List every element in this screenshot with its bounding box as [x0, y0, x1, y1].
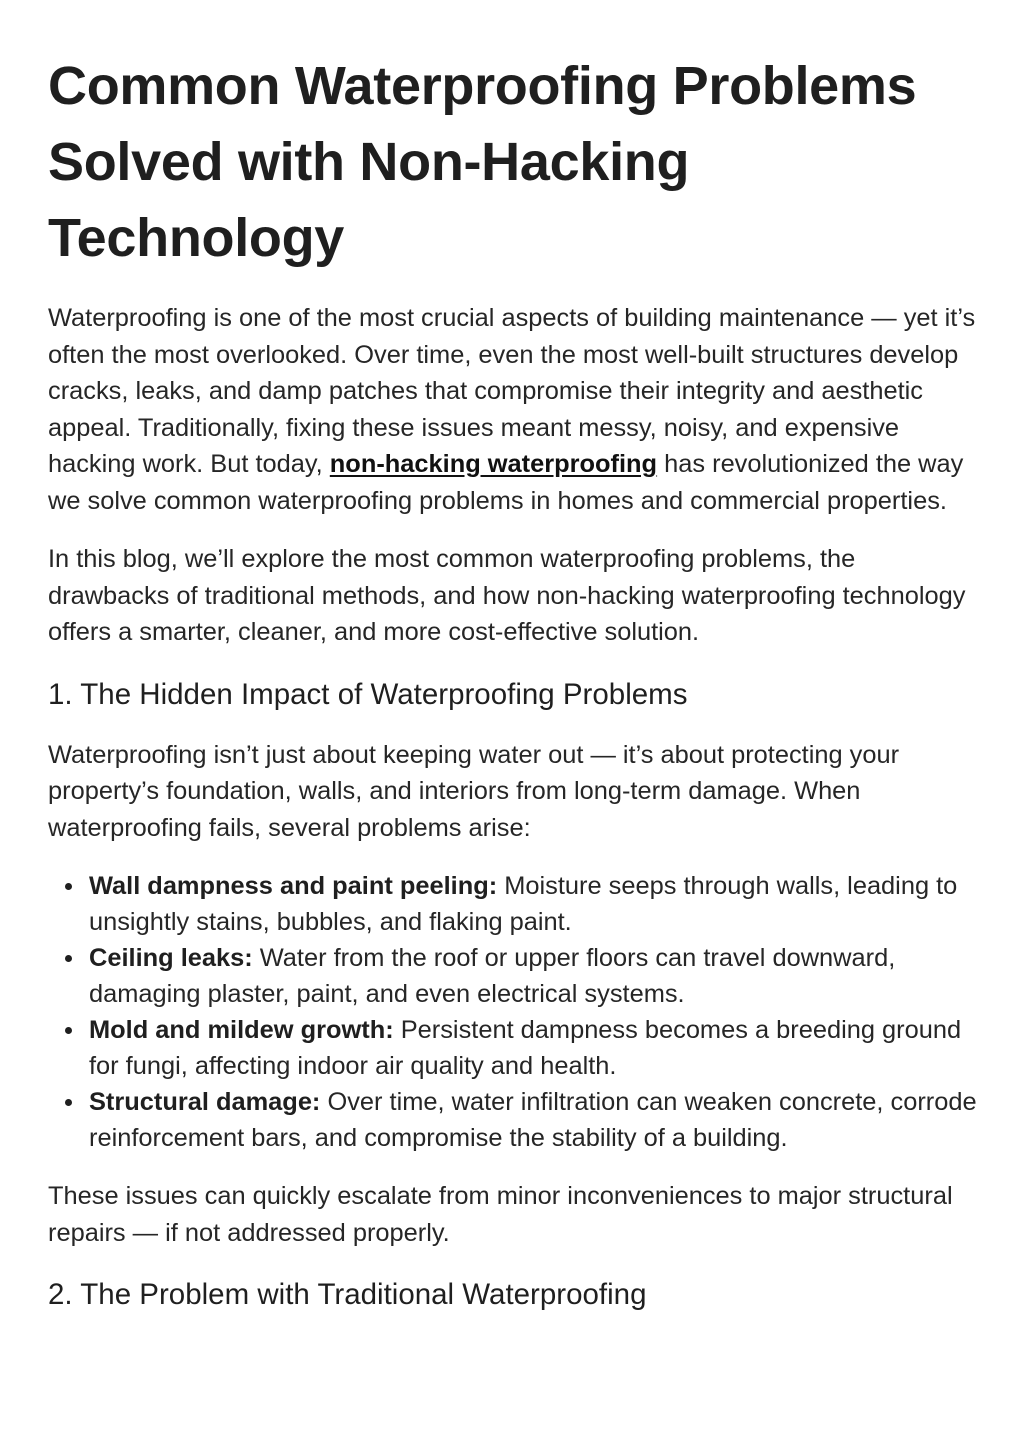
- list-item-text: Moisture seeps through walls, leading to unsightly stains, bubbles, and flaking paint.: [89, 872, 958, 936]
- section-1-heading: 1. The Hidden Impact of Waterproofing Problems: [48, 677, 688, 711]
- blog-overview-paragraph: In this blog, we’ll explore the most common waterproofing problems, the drawbacks of traditional methods, and how non-hacking waterproofing technology offers a smarter, cleaner, and more cost-effective solution.: [48, 545, 966, 646]
- bullet-icon: [65, 955, 72, 962]
- section-1-closing-paragraph: These issues can quickly escalate from minor inconveniences to major structural repairs — if not addressed properly.: [48, 1182, 953, 1247]
- list-item-term: Mold and mildew growth:: [89, 1016, 394, 1044]
- problems-list: [48, 868, 978, 1156]
- list-item: [89, 1084, 978, 1156]
- intro-text-after-link: has revolutionized the way we solve common waterproofing problems in homes and commercial properties.: [48, 450, 964, 515]
- section-2-heading: 2. The Problem with Traditional Waterproofing: [48, 1278, 647, 1311]
- article: [48, 48, 978, 1315]
- bullet-icon: [65, 883, 72, 890]
- list-item-text: Over time, water infiltration can weaken concrete, corrode reinforcement bars, and compromise the stability of a building.: [89, 1088, 977, 1152]
- intro-text-before-link: Waterproofing is one of the most crucial aspects of building maintenance — yet it’s often the most overlooked. Over time, even the most well-built structures develop cracks, leaks, and damp patches that compromise their integrity and aesthetic appeal. Traditionally, fixing these issues meant messy, noisy, and expensive hacking work. But today,: [48, 304, 976, 478]
- intro-paragraph: [48, 300, 978, 519]
- bullet-icon: [65, 1027, 72, 1034]
- list-item-term: Structural damage:: [89, 1088, 321, 1116]
- list-item: [89, 1012, 978, 1084]
- bullet-icon: [65, 1099, 72, 1106]
- list-item-text: Water from the roof or upper floors can travel downward, damaging plaster, paint, and even electrical systems.: [89, 944, 896, 1008]
- section-1-paragraph: Waterproofing isn’t just about keeping water out — it’s about protecting your property’s foundation, walls, and interiors from long-term damage. When waterproofing fails, several problems arise:: [48, 740, 900, 842]
- list-item-term: Ceiling leaks:: [89, 944, 253, 972]
- non-hacking-waterproofing-link[interactable]: non-hacking waterproofing: [329, 450, 658, 478]
- article-title: Common Waterproofing Problems Solved with Non-Hacking Technology: [48, 56, 917, 268]
- list-item-text: Persistent dampness becomes a breeding ground for fungi, affecting indoor air quality and health.: [89, 1016, 962, 1080]
- list-item-term: Wall dampness and paint peeling:: [89, 872, 498, 900]
- list-item: [89, 868, 978, 940]
- list-item: [89, 940, 978, 1012]
